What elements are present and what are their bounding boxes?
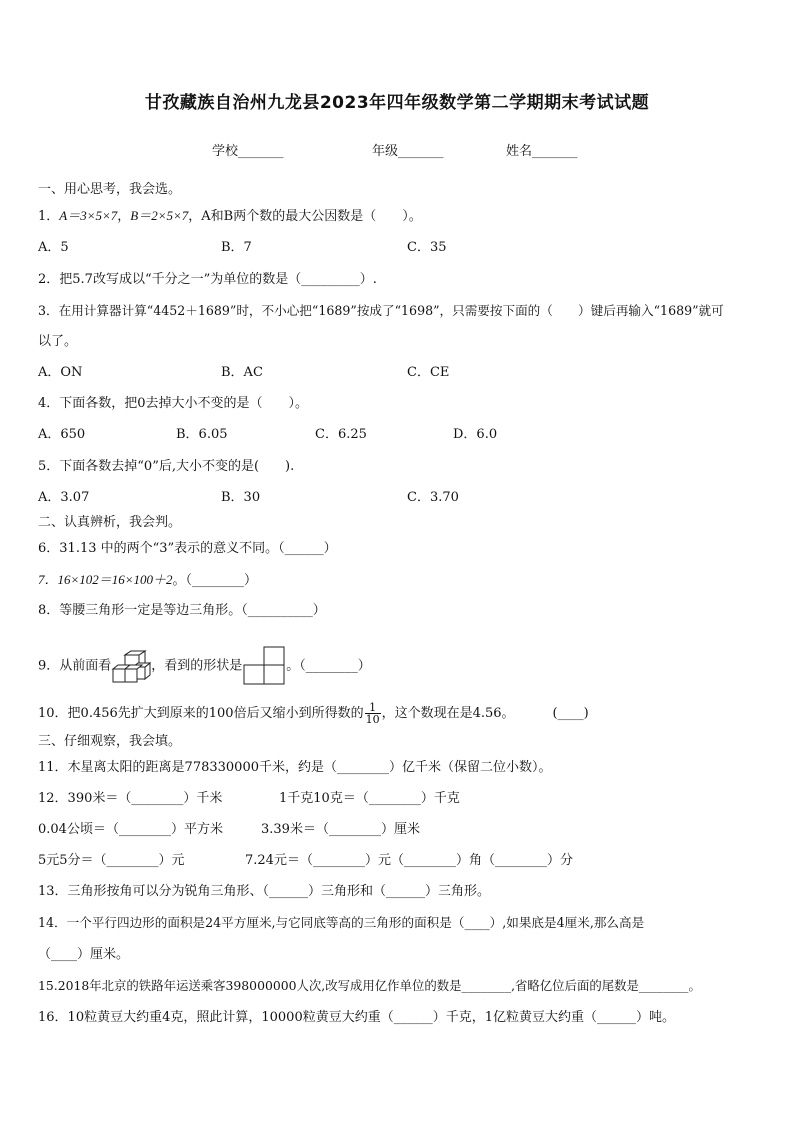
q12-row2-right: 3.39米＝（________）厘米 — [261, 822, 420, 837]
q4-option-c: C．6.25 — [315, 427, 367, 442]
page-title: 甘孜藏族自治州九龙县2023年四年级数学第二学期期末考试试题 — [144, 93, 650, 113]
question-3-line-2: 以了。 — [38, 334, 78, 349]
question-14-line-1: 14．一个平行四边形的面积是24平方厘米,与它同底等高的三角形的面积是（____）,如果底是4厘米,那么高是 — [38, 915, 645, 930]
q12-row3-left: 5元5分＝（________）元 — [38, 853, 185, 868]
question-6: 6．31.13 中的两个“3”表示的意义不同。（______） — [38, 541, 337, 556]
question-15: 15.2018年北京的铁路年运送乘客398000000人次,改写成用亿作单位的数是________,省略亿位后面的尾数是________。 — [38, 978, 701, 993]
q3-option-a: A．ON — [38, 365, 83, 380]
q9-text-1: 9．从前面看 — [38, 658, 112, 674]
front-view-figure — [242, 646, 286, 686]
question-4: 4．下面各数，把0去掉大小不变的是（ ）。 — [38, 396, 309, 411]
section-heading-1: 一、用心思考，我会选。 — [38, 182, 182, 197]
q12-row2-left: 0.04公顷＝（________）平方米 — [38, 822, 223, 837]
q3-option-b: B．AC — [221, 365, 263, 380]
q12-row1-right: 1千克10克＝（________）千克 — [279, 791, 460, 806]
q1-a-expression: A＝3×5×7 — [59, 208, 118, 223]
q12-row3-right: 7.24元＝（________）元（________）角（________）分 — [245, 853, 573, 868]
q10-fraction — [365, 702, 381, 725]
question-7 — [38, 571, 257, 590]
q4-option-b: B．6.05 — [176, 427, 228, 442]
question-11: 11．木星离太阳的距离是778330000千米，约是（________）亿千米（保留二位小数）。 — [38, 760, 552, 775]
question-10 — [38, 702, 589, 725]
q10-text-1: 10．把0.456先扩大到原来的100倍后又缩小到所得数的 — [38, 706, 364, 721]
q1-option-b: B．7 — [221, 240, 252, 255]
q5-option-c: C．3.70 — [407, 490, 459, 505]
q10-fraction-denominator: 10 — [365, 713, 380, 726]
q7-blank: 。（________） — [172, 573, 258, 588]
school-field: 学校_______ — [212, 144, 284, 159]
cube-stack-figure — [111, 647, 151, 685]
q9-blank: 。（________） — [286, 658, 371, 674]
q7-expression: 7．16×102＝16×100＋2 — [38, 572, 173, 587]
q1-b-expression: B＝2×5×7 — [130, 208, 189, 223]
q10-blank: (____) — [552, 706, 589, 721]
q5-option-b: B．30 — [221, 490, 261, 505]
q1-text: ，A和B两个数的最大公因数是（ ）。 — [188, 209, 422, 224]
question-16: 16．10粒黄豆大约重4克，照此计算，10000粒黄豆大约重（______）千克，1亿粒黄豆大约重（______）吨。 — [38, 1010, 675, 1025]
q3-option-c: C．CE — [407, 365, 450, 380]
q4-option-d: D．6.0 — [453, 427, 498, 442]
question-3-line-1: 3．在用计算器计算“4452＋1689”时，不小心把“1689”按成了“1698”，只需要按下面的（ ）键后再输入“1689”就可 — [38, 303, 724, 318]
q10-fraction-numerator: 1 — [365, 702, 381, 714]
question-2: 2．把5.7改写成以“千分之一”为单位的数是（_________）. — [38, 272, 377, 287]
q4-option-a: A．650 — [38, 427, 86, 442]
question-5: 5．下面各数去掉“0”后,大小不变的是( ). — [38, 459, 295, 474]
question-8: 8．等腰三角形一定是等边三角形。（__________） — [38, 603, 326, 618]
q1-number: 1． — [38, 209, 60, 224]
question-1: 1．A＝3×5×7，B＝2×5×7，A和B两个数的最大公因数是（ ）。 — [38, 208, 422, 224]
q9-text-2: ，看到的形状是 — [151, 658, 243, 674]
grade-field: 年级_______ — [372, 144, 444, 159]
q12-row1-left: 12．390米＝（________）千米 — [38, 791, 223, 806]
section-heading-3: 三、仔细观察，我会填。 — [38, 734, 182, 749]
q10-text-2: ，这个数现在是4.56。 — [381, 706, 515, 721]
question-13: 13．三角形按角可以分为锐角三角形、（______）三角形和（______）三角形。 — [38, 884, 491, 899]
name-field: 姓名_______ — [506, 144, 578, 159]
question-14-line-2: （____）厘米。 — [38, 947, 130, 962]
question-9 — [38, 646, 371, 686]
q1-option-c: C．35 — [407, 240, 447, 255]
section-heading-2: 二、认真辨析，我会判。 — [38, 515, 182, 530]
q1-option-a: A．5 — [38, 240, 69, 255]
q5-option-a: A．3.07 — [38, 490, 90, 505]
